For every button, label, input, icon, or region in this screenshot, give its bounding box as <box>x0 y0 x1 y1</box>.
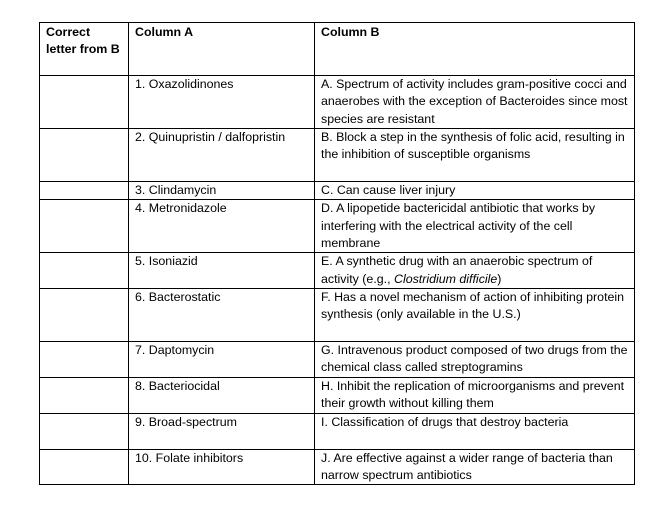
table-row <box>40 182 635 200</box>
answer-cell[interactable] <box>40 182 129 200</box>
answer-cell[interactable] <box>40 341 129 377</box>
table-row <box>40 377 635 413</box>
column-b-item: C. Can cause liver injury <box>315 182 635 200</box>
table-row <box>40 449 635 485</box>
header-row <box>40 23 635 76</box>
column-a-item: 5. Isoniazid <box>129 253 315 289</box>
answer-cell[interactable] <box>40 377 129 413</box>
table-row <box>40 200 635 253</box>
column-b-item <box>315 253 635 289</box>
column-b-text-end: ) <box>497 271 502 286</box>
column-b-item: F. Has a novel mechanism of action of inhibiting protein synthesis (only available in the U.S.) <box>315 288 635 341</box>
column-b-item: A. Spectrum of activity includes gram-positive cocci and anaerobes with the exception of Bacteroides since most species are resistant <box>315 76 635 129</box>
answer-cell[interactable] <box>40 449 129 485</box>
column-a-item: 8. Bacteriocidal <box>129 377 315 413</box>
column-b-item: D. A lipopetide bactericidal antibiotic that works by interfering with the electrical activity of the cell membrane <box>315 200 635 253</box>
answer-cell[interactable] <box>40 253 129 289</box>
table-row <box>40 129 635 182</box>
table-row <box>40 253 635 289</box>
answer-cell[interactable] <box>40 413 129 449</box>
column-b-text: E. A synthetic drug with an anaerobic spectrum of activity (e.g., <box>321 254 593 286</box>
column-b-item: I. Classification of drugs that destroy bacteria <box>315 413 635 449</box>
answer-cell[interactable] <box>40 76 129 129</box>
table-row <box>40 413 635 449</box>
answer-cell[interactable] <box>40 288 129 341</box>
column-b-item: G. Intravenous product composed of two drugs from the chemical class called streptogramins <box>315 341 635 377</box>
column-a-item: 1. Oxazolidinones <box>129 76 315 129</box>
column-a-item: 6. Bacterostatic <box>129 288 315 341</box>
header-column-a: Column A <box>129 23 315 76</box>
table-row <box>40 288 635 341</box>
column-a-item: 9. Broad-spectrum <box>129 413 315 449</box>
column-b-item: J. Are effective against a wider range of bacteria than narrow spectrum antibiotics <box>315 449 635 485</box>
organism-name: Clostridium difficile <box>394 271 498 286</box>
answer-cell[interactable] <box>40 129 129 182</box>
table-row <box>40 341 635 377</box>
header-correct-letter: Correct letter from B <box>40 23 129 76</box>
column-a-item: 10. Folate inhibitors <box>129 449 315 485</box>
header-column-b: Column B <box>315 23 635 76</box>
answer-cell[interactable] <box>40 200 129 253</box>
column-a-item: 3. Clindamycin <box>129 182 315 200</box>
table-row <box>40 76 635 129</box>
column-a-item: 4. Metronidazole <box>129 200 315 253</box>
column-a-item: 2. Quinupristin / dalfopristin <box>129 129 315 182</box>
column-b-item: B. Block a step in the synthesis of folic acid, resulting in the inhibition of susceptible organisms <box>315 129 635 182</box>
matching-table <box>39 22 635 485</box>
column-b-item: H. Inhibit the replication of microorganisms and prevent their growth without killing them <box>315 377 635 413</box>
column-a-item: 7. Daptomycin <box>129 341 315 377</box>
